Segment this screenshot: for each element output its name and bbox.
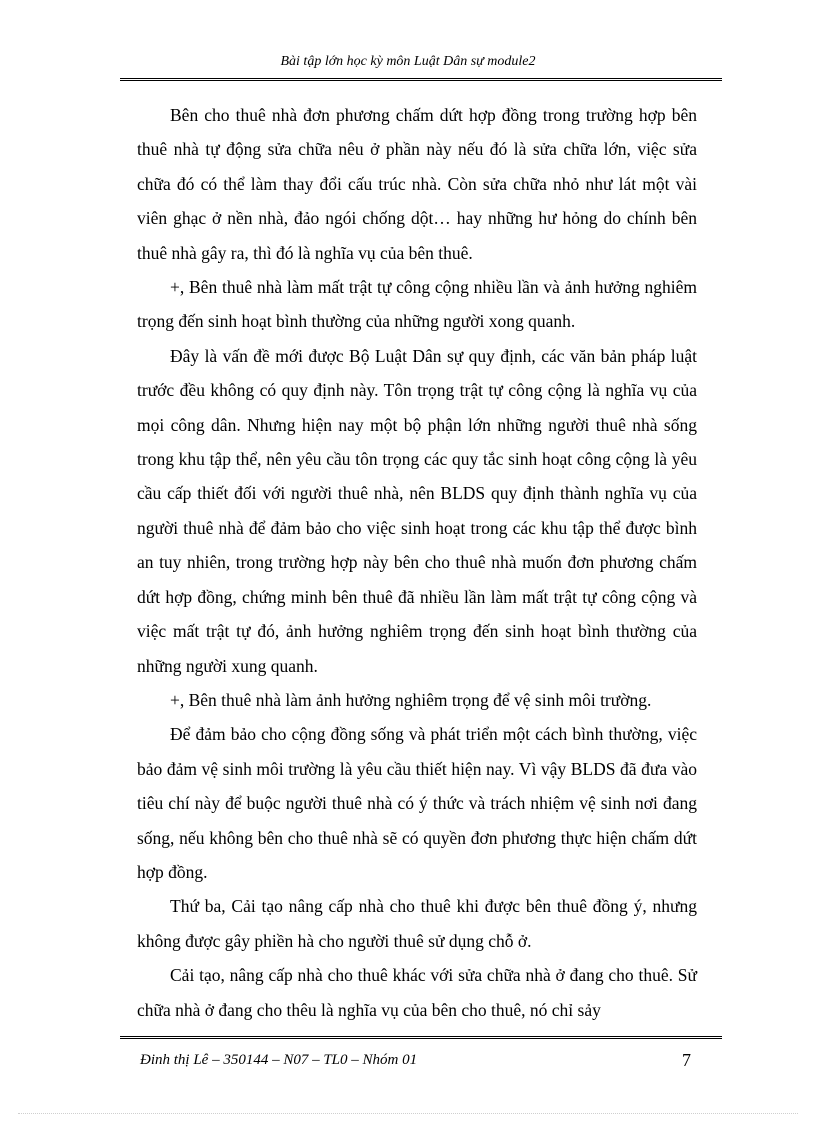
page-edge-divider — [18, 1113, 798, 1114]
paragraph-public-order-explanation: Đây là vấn đề mới được Bộ Luật Dân sự quy định, các văn bản pháp luật trước đều không có quy định này. Tôn trọng trật tự công cộng là nghĩa vụ của mọi công dân. Nhưng hiện nay một bộ phận lớn những người thuê nhà sống trong khu tập thể, nên yêu cầu tôn trọng các quy tắc sinh hoạt công cộng là yêu cầu cấp thiết đối với người thuê nhà, nên BLDS quy định thành nghĩa vụ của người thuê nhà để đảm bảo cho việc sinh hoạt trong các khu tập thể được bình an tuy nhiên, trong trường hợp này bên cho thuê nhà muốn đơn phương chấm dứt hợp đồng, chứng minh bên thuê đã nhiều lần làm mất trật tự công cộng và việc mất trật tự đó, ảnh hưởng nghiêm trọng đến sinh hoạt bình thường của những người xung quanh. — [137, 345, 697, 676]
footer-divider — [120, 1036, 722, 1039]
paragraph-environment-clause: +, Bên thuê nhà làm ảnh hưởng nghiêm trọng để vệ sinh môi trường. — [170, 689, 652, 710]
page-number: 7 — [682, 1050, 691, 1070]
document-body — [137, 98, 697, 1027]
header-divider — [120, 78, 722, 81]
paragraph-renovation: Cải tạo, nâng cấp nhà cho thuê khác với sửa chữa nhà ở đang cho thuê. Sử chữa nhà ở đang cho thêu là nghĩa vụ của bên cho thuê, nó chỉ sảy — [137, 965, 697, 1020]
paragraph-repair: Bên cho thuê nhà đơn phương chấm dứt hợp đồng trong trường hợp bên thuê nhà tự động sửa chữa nêu ở phần này nếu đó là sửa chữa lớn, việc sửa chữa đó có thể làm thay đổi cấu trúc nhà. Còn sửa chữa nhỏ như lát một vài viên ghạc ở nền nhà, đảo ngói chống dột… hay những hư hỏng do chính bên thuê nhà gây ra, thì đó là nghĩa vụ của bên thuê. — [137, 105, 697, 263]
paragraph-environment-explanation: Để đảm bảo cho cộng đồng sống và phát triển một cách bình thường, việc bảo đảm vệ sinh môi trường là yêu cầu thiết hiện nay. Vì vậy BLDS đã đưa vào tiêu chí này để buộc người thuê nhà có ý thức và trách nhiệm vệ sinh nơi đang sống, nếu không bên cho thuê nhà sẽ có quyền đơn phương thực hiện chấm dứt hợp đồng. — [137, 724, 697, 882]
paragraph-public-order-clause: +, Bên thuê nhà làm mất trật tự công cộng nhiều lần và ảnh hưởng nghiêm trọng đến sinh hoạt bình thường của những người xong quanh. — [137, 277, 697, 332]
footer-author: Đinh thị Lê – 350144 – N07 – TL0 – Nhóm 01 — [140, 1052, 418, 1068]
running-header: Bài tập lớn học kỳ môn Luật Dân sự module2 — [280, 54, 536, 69]
paragraph-third-obligation: Thứ ba, Cải tạo nâng cấp nhà cho thuê khi được bên thuê đồng ý, nhưng không được gây phiền hà cho người thuê sử dụng chỗ ở. — [137, 896, 697, 951]
